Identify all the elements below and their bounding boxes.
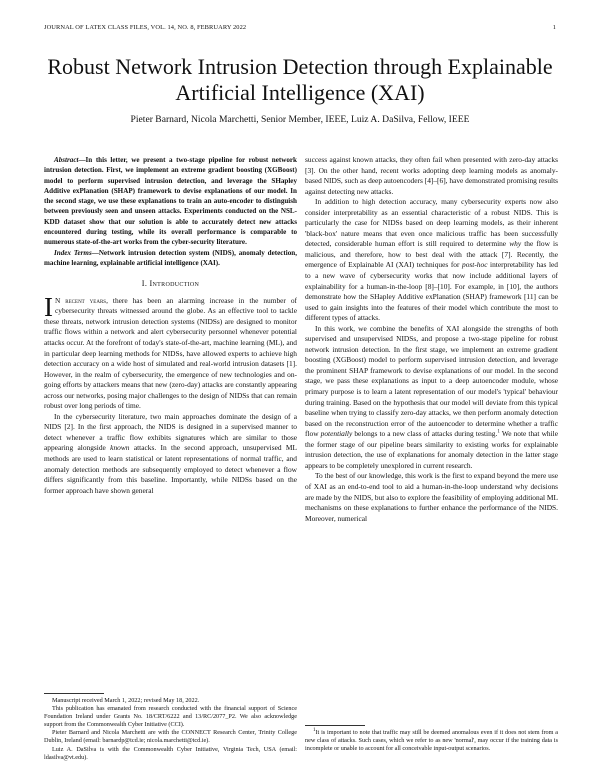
footnote-affiliation-1: Pieter Barnard and Nicola Marchetti are with the CONNECT Research Center, Trinity College Dublin, Ireland (email: barnardp@tcd.ie; nicola.marchetti@tcd.ie). bbox=[44, 729, 297, 745]
journal-name: JOURNAL OF LATEX CLASS FILES, VOL. 14, NO. 8, FEBRUARY 2022 bbox=[44, 24, 247, 31]
footnote-1 bbox=[305, 729, 558, 753]
intro-p4-emphasis: potentially bbox=[320, 429, 353, 439]
intro-p3-part-a: In addition to high detection accuracy, many cybersecurity experts now also consider interpretability as an essential characteristic of a robust NIDS. This is particularly the case for NIDSs based on deep learning models, as their inherent 'black-box' nature means that even once malicious traffic has been successfully detected, considerable human effort is still required to determine bbox=[305, 197, 558, 249]
footnote-rule-left bbox=[44, 693, 104, 694]
right-column bbox=[305, 155, 558, 524]
intro-p3-emphasis-why: why bbox=[509, 239, 522, 249]
intro-p2-part-a: In the cybersecurity literature, two main approaches dominate the design of a NIDS [2]. In the first approach, the NIDS is designed in a supervised manner to detect whenever a traffic flow exhibits signatures which are similar to those appearing alongside bbox=[44, 411, 297, 453]
intro-p3-part-b: the flow is malicious, and therefore, how to best deal with the attack [7]. Recently, the emergence of Explainable AI (XAI) techniques for bbox=[305, 239, 558, 270]
intro-paragraph-3 bbox=[305, 197, 558, 324]
abstract bbox=[44, 155, 297, 248]
footnote-marker: 1 bbox=[497, 429, 500, 435]
intro-paragraph-1-text: there has been an alarming increase in the number of cybersecurity threats witnessed around the globe. As an effective tool to tackle these threats, network intrusion detection systems (NIDSs) are designed to monitor traffic flows within a network and alert cybersecurity personnel whenever potential attacks occur. At the forefront of today's state-of-the-art, machine learning (ML), and in particular deep learning methods for NIDSs, have allowed experts to achieve high detection accuracy on a wide host of simulated and real-world intrusion datasets [1]. However, in the realm of cybersecurity, the emergence of new technologies and on-going efforts by attackers means that new (zero-day) attacks are constantly appearing across our networks, posing major challenges to the design of NIDSs that can remain robust over long periods of time. bbox=[44, 295, 298, 411]
running-header bbox=[44, 24, 556, 34]
footnote-1-text: It is important to note that traffic may still be deemed anomalous even if it does not stem from a new class of attacks. Such cases, which we refer to as new 'normal', may occur if the training data is incomplete or unable to account for all conceivable input-output scenarios. bbox=[305, 729, 558, 753]
intro-p2-part-b: attacks. In the second approach, unsupervised ML methods are used to learn statistical or latent representations of normal traffic, and anomaly detection methods are subsequently employed to detect whenever a flow differs significantly from this baseline. Importantly, while NIDSs based on the former approach have shown general bbox=[44, 443, 297, 495]
page-number: 1 bbox=[552, 24, 556, 31]
intro-p2-emphasis: known bbox=[110, 443, 130, 453]
author-list: Pieter Barnard, Nicola Marchetti, Senior Member, IEEE, Luiz A. DaSilva, Fellow, IEEE bbox=[130, 114, 470, 125]
intro-paragraph-2-continued: success against known attacks, they often fail when presented with zero-day attacks [3]. On the other hand, recent works adopting deep learning models as anomaly-based NIDS, such as deep autoencoders [4]–[6], have demonstrated promising results against detecting new attacks. bbox=[305, 155, 558, 196]
index-terms-text: —Network intrusion detection system (NIDS), anomaly detection, machine learning, explainable artificial intelligence (XAI). bbox=[44, 248, 298, 267]
intro-p4-part-c: We note that while the former stage of our pipeline bears similarity to existing works for explainable intrusion detection, the use of explanations for anomaly detection in the latter stage appears to be completely unexplored in current research. bbox=[305, 429, 558, 470]
abstract-label: Abstract bbox=[54, 156, 79, 164]
paper-title: Robust Network Intrusion Detection through Explainable Artificial Intelligence (XAI) bbox=[47, 54, 553, 105]
index-terms bbox=[44, 248, 297, 269]
footnote-rule-right bbox=[305, 725, 365, 726]
abstract-text: —In this letter, we present a two-stage pipeline for robust network intrusion detection. First, we implement an extreme gradient boosting (XGBoost) model to perform supervised intrusion detection, and leverage the SHapley Additive exPlanation (SHAP) framework to devise explanations of our model. In the second stage, we use these explanations to train an auto-encoder to distinguish between previously seen and unseen attacks. Experiments conducted on the NSL-KDD dataset show that our solution is able to accurately detect new attacks encountered during testing, while its overall performance is comparable to numerous state-of-the-art works from the cyber-security literature. bbox=[44, 156, 297, 247]
footnote-1-mark: 1 bbox=[313, 727, 316, 733]
drop-cap: I bbox=[44, 291, 53, 322]
intro-p4-part-a: In this work, we combine the benefits of XAI alongside the strengths of both supervised and unsupervised NIDSs, and propose a two-stage pipeline for robust network intrusion detection. In the first stage, we implement an extreme gradient boosting (XGBoost) model to perform supervised intrusion detection, and leverage the prominent SHAP framework to devise explanations of our model. In the second stage, we pass these explanations as input to a deep autoencoder module, whose primary purpose is to learn a latent representation of our model's 'typical' behaviour during training. Based on the hypothesis that our model will deviate from this typical baseline when trying to classify zero-day attacks, we then perform anomaly detection based on the reconstruction error of the autoencoder to determine whether a traffic flow bbox=[305, 323, 558, 439]
left-column bbox=[44, 155, 297, 496]
footnote-affiliation-2: Luiz A. DaSilva is with the Commonwealth Cyber Initiative, Virginia Tech, USA (email: ldasilva@vt.edu). bbox=[44, 745, 297, 761]
intro-p3-part-c: interpretability has led to a new wave of cybersecurity works that now include additional layers of explainability for a human-in-the-loop [8]–[10]. For example, in [10], the authors demonstrate how the SHapley Additive exPlanation (SHAP) framework [11] can be used to gain insights into the features of their model which contribute the most to different types of attacks. bbox=[305, 260, 558, 323]
index-terms-label: Index Terms bbox=[54, 248, 92, 257]
intro-paragraph-4 bbox=[305, 324, 558, 472]
intro-paragraph-1 bbox=[44, 291, 298, 412]
right-footnote bbox=[305, 729, 558, 753]
left-footnotes bbox=[44, 697, 297, 762]
intro-p4-part-b: belongs to a new class of attacks during testing. bbox=[352, 429, 498, 439]
footnote-received: Manuscript received March 1, 2022; revised May 18, 2022. bbox=[52, 697, 200, 704]
intro-first-words: N recent years, bbox=[55, 295, 108, 305]
section-heading-introduction: I. Introduction bbox=[141, 279, 200, 289]
footnote-funding: This publication has emanated from research conducted with the financial support of Science Foundation Ireland under Grants No. 18/CRT/6222 and 13/RC/2077_P2. We also acknowledge support from the Commonwealth Cyber Initiative (CCI). bbox=[44, 705, 297, 729]
intro-paragraph-5: To the best of our knowledge, this work is the first to expand beyond the mere use of XAI as an end-to-end tool to aid a human-in-the-loop understand why decisions are made by the NIDS, but also to explore the feasibility of employing additional ML mechanisms on these explanations to further enhance the performance of the NIDS. Moreover, numerical bbox=[305, 471, 558, 523]
intro-p3-emphasis-posthoc: post-hoc bbox=[462, 260, 488, 270]
intro-paragraph-2 bbox=[44, 412, 297, 496]
